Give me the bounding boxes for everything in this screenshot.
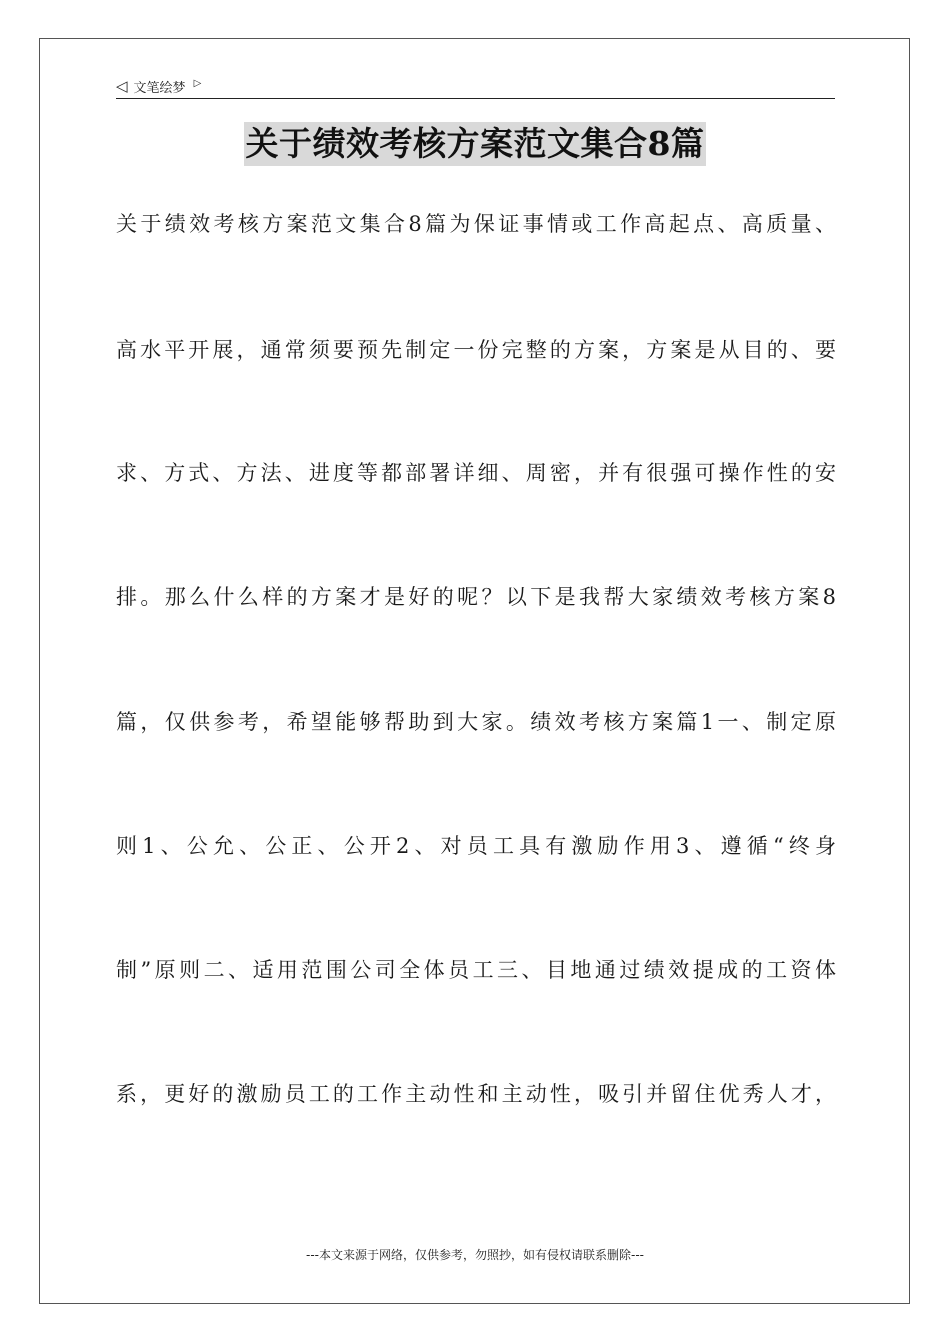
right-triangle-icon: ▷ [193, 78, 202, 89]
body-line: 制”原则二、适用范围公司全体员工三、目地通过绩效提成的工资体 [116, 958, 836, 982]
body-line: 则1、公允、公正、公开2、对员工具有激励作用3、遵循“终身 [116, 834, 836, 858]
body-line: 高水平开展，通常须要预先制定一份完整的方案，方案是从目的、要 [116, 338, 836, 362]
body-line: 篇，仅供参考，希望能够帮助到大家。绩效考核方案篇1一、制定原 [116, 710, 836, 734]
page-header [116, 74, 835, 99]
body-line: 求、方式、方法、进度等都部署详细、周密，并有很强可操作性的安 [116, 461, 836, 485]
header-brand: 文笔绘梦 [133, 80, 186, 96]
left-triangle-icon: ◁ [116, 76, 128, 95]
document-title [0, 122, 950, 166]
document-title-text: 关于绩效考核方案范文集合8篇 [244, 122, 707, 166]
page-footer: ---本文来源于网络，仅供参考，勿照抄，如有侵权请联系删除--- [306, 1248, 644, 1262]
body-line: 关于绩效考核方案范文集合8篇为保证事情或工作高起点、高质量、 [116, 212, 836, 236]
body-line: 系，更好的激励员工的工作主动性和主动性，吸引并留住优秀人才， [116, 1082, 836, 1106]
body-line: 排。那么什么样的方案才是好的呢？以下是我帮大家绩效考核方案8 [116, 585, 836, 609]
